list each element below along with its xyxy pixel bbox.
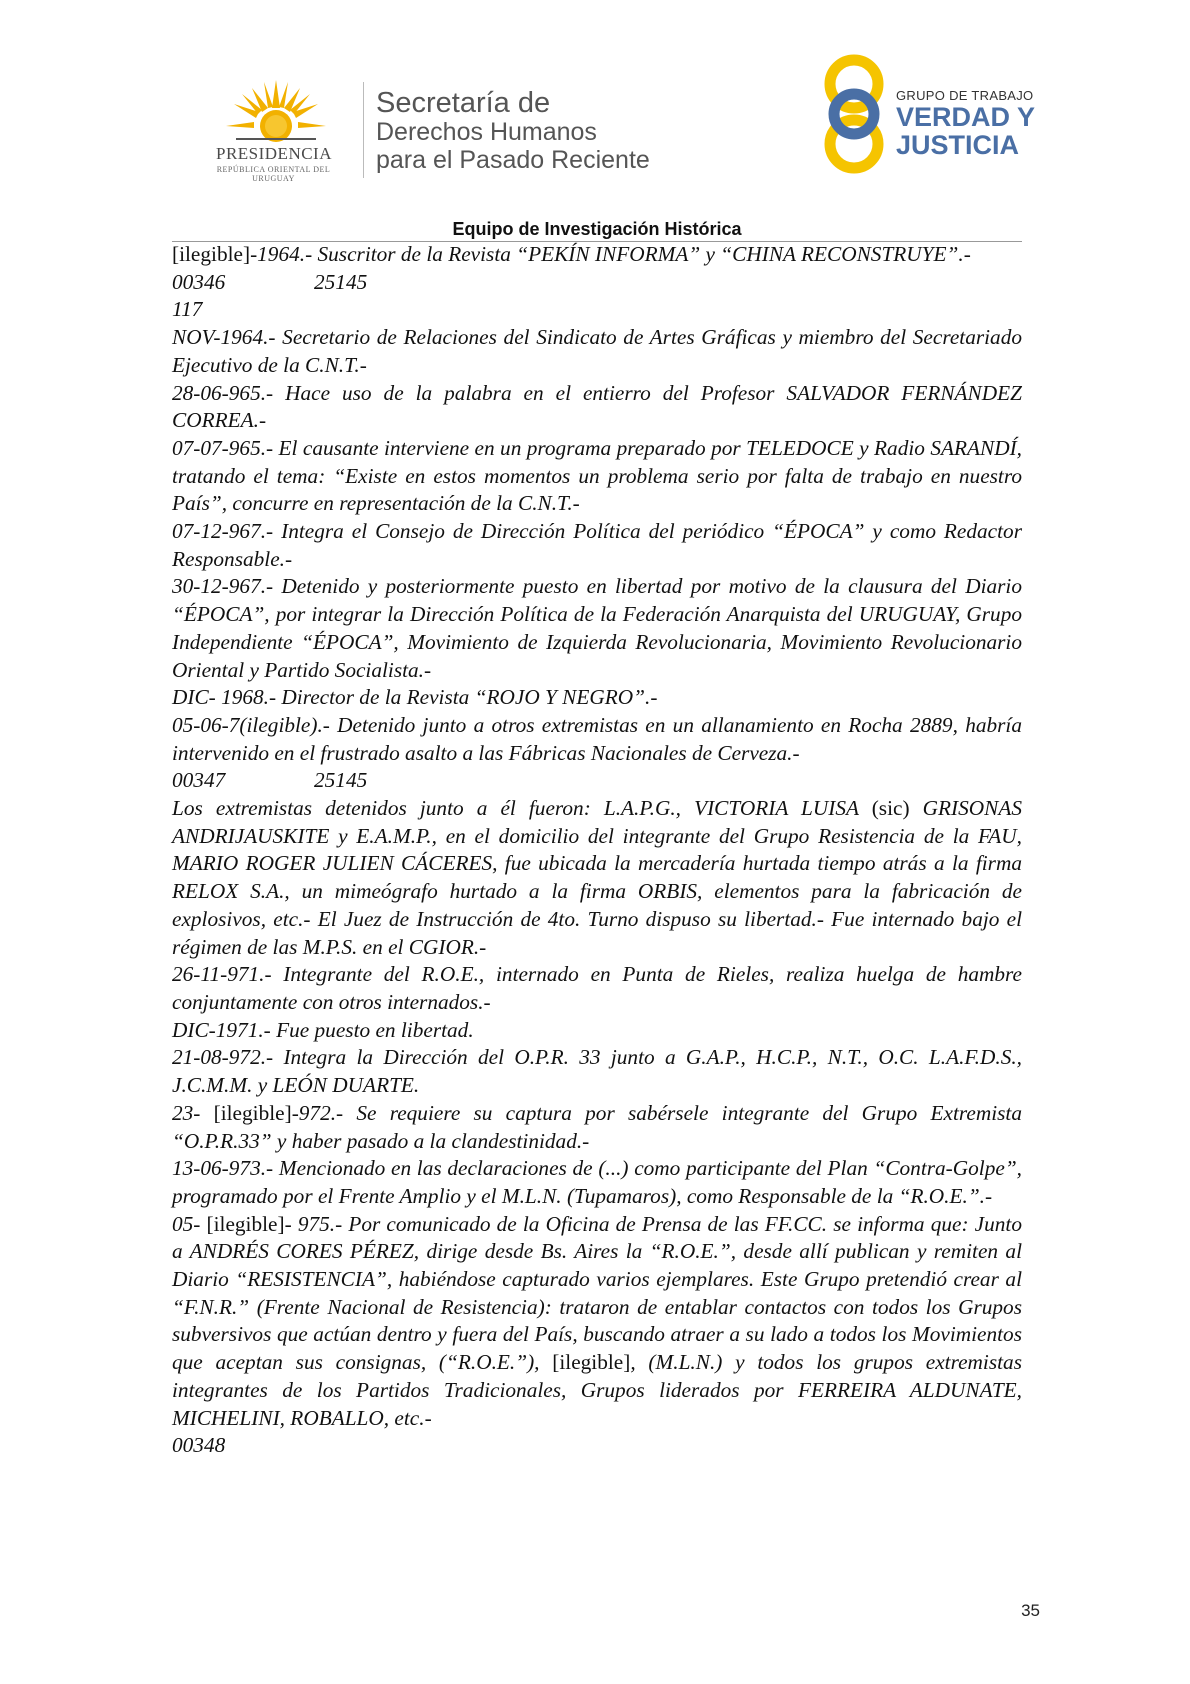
entry-text: - 975.- Por comunicado de la Oficina de Prensa de las FF.CC. se informa que: Junto a ANDRÉS CORES PÉREZ, dirige desde Bs. Aires la “R.O.E.”, desde allí publican y remiten al Diario “RESISTENCIA”, habiéndose capturado varios ejemplares. Este Grupo pretendió crear al “F.N.R.” (Frente Nacional de Resistencia): trataron de entablar contactos con todos los Grupos subversivos que actúan dentro y fuera del País, buscando atraer a su lado a todos los Movimientos que aceptan sus consignas, (“R.O.E.”), xyxy=(172,1211,1022,1375)
entry-text: , (M.L.N.) y todos los grupos extremistas integrantes de los Partidos Tradicionales, Grupos liderados por FERREIRA ALDUNATE, MICHELINI, ROBALLO, etc.- xyxy=(172,1350,1022,1430)
folio-code-row xyxy=(172,767,1022,795)
entry-13-06-973: 13-06-973.- Mencionado en las declaraciones de (...) como participante del Plan “Contra-Golpe”, programado por el Frente Amplio y el M.L.N. (Tupamaros), como Responsable de la “R.O.E.”.- xyxy=(172,1156,1022,1208)
illegible-mark: [ilegible] xyxy=(213,1100,292,1125)
entry-dic-1968: DIC- 1968.- Director de la Revista “ROJO Y NEGRO”.- xyxy=(172,685,658,710)
illegible-mark: [ilegible] xyxy=(552,1350,631,1375)
entry-23-972 xyxy=(172,1100,1022,1155)
entry-text: Los extremistas detenidos junto a él fueron: L.A.P.G., VICTORIA LUISA xyxy=(172,796,872,821)
entry-05-06-7: 05-06-7(ilegible).- Detenido junto a otros extremistas en un allanamiento en Rocha 2889, habría intervenido en el frustrado asalto a las Fábricas Nacionales de Cerveza.- xyxy=(172,712,1022,765)
secretaria-line2: Derechos Humanos xyxy=(376,118,597,146)
entry-text: 05- xyxy=(172,1211,207,1236)
entry-07-07-965: 07-07-965.- El causante interviene en un programa preparado por TELEDOCE y Radio SARANDÍ, tratando el tema: “Existe en estos momentos un problema serio por falta de trabajo en nuestro País”, concurre en representación de la C.N.T.- xyxy=(172,435,1022,516)
entry-30-12-967: 30-12-967.- Detenido y posteriormente puesto en libertad por motivo de la clausura del Diario “ÉPOCA”, por integrar la Dirección Política de la Federación Anarquista del URUGUAY, Grupo Independiente “ÉPOCA”, Movimiento de Izquierda Revolucionaria, Movimiento Revolucionario Oriental y Partido Socialista.- xyxy=(172,574,1022,682)
entry-text: 23- xyxy=(172,1100,214,1125)
entry-text: -972.- Se requiere su captura por sabérsele integrante del Grupo Extremista “O.P.R.33” y haber pasado a la clandestinidad.- xyxy=(172,1100,1022,1153)
folio-code-row xyxy=(172,1432,1022,1460)
gtvj-line2: VERDAD Y xyxy=(896,102,1036,132)
entry-detenidos xyxy=(172,795,1022,961)
logo-divider xyxy=(363,82,364,178)
folio-code-row xyxy=(172,269,1022,297)
verdad-justicia-logo-icon xyxy=(818,52,890,178)
secretaria-line3: para el Pasado Reciente xyxy=(376,146,650,174)
illegible-mark: [ilegible] xyxy=(172,242,251,266)
gtvj-line1: GRUPO DE TRABAJO xyxy=(896,88,1034,103)
entry-nov-1964: NOV-1964.- Secretario de Relaciones del Sindicato de Artes Gráficas y miembro del Secretariado Ejecutivo de la C.N.T.- xyxy=(172,325,1022,377)
entry-05-975 xyxy=(172,1211,1022,1433)
entry-text: GRISONAS ANDRIJAUSKITE y E.A.M.P., en el domicilio del integrante del Grupo Resistencia de la FAU, MARIO ROGER JULIEN CÁCERES, fue ubicada la mercadería hurtada tiempo atrás a la firma RELOX S.A., un mimeógrafo hurtado a la firma ORBIS, elementos para la fabricación de explosivos, etc.- El Juez de Instrucción de 4to. Turno dispuso su libertad.- Fue internado bajo el régimen de las M.P.S. en el CGIOR.- xyxy=(172,796,1022,959)
entry-text: -1964.- Suscritor de la Revista “PEKÍN INFORMA” y “CHINA RECONSTRUYE”.- xyxy=(250,242,971,266)
sun-emblem-icon xyxy=(226,78,326,144)
sic-mark: (sic) xyxy=(871,796,910,821)
presidencia-logo xyxy=(196,78,356,183)
folio-code-row xyxy=(172,296,1022,324)
secretaria-title xyxy=(376,88,650,174)
page-header xyxy=(0,0,1190,215)
entry-1964 xyxy=(172,241,1022,269)
presidencia-subtitle: REPÚBLICA ORIENTAL DEL URUGUAY xyxy=(216,165,331,183)
folio-code: 25145 xyxy=(314,269,368,294)
entry-07-12-967: 07-12-967.- Integra el Consejo de Dirección Política del periódico “ÉPOCA” y como Redactor Responsable.- xyxy=(172,519,1022,571)
folio-code: 00347 xyxy=(172,768,226,793)
document-body xyxy=(172,241,1022,1460)
entry-21-08-972: 21-08-972.- Integra la Dirección del O.P.R. 33 junto a G.A.P., H.C.P., N.T., O.C. L.A.F.D.S., J.C.M.M. y LEÓN DUARTE. xyxy=(172,1045,1022,1098)
folio-code: 00346 xyxy=(172,269,226,294)
page-number: 35 xyxy=(1021,1601,1040,1620)
secretaria-line1: Secretaría de xyxy=(376,87,551,119)
entry-dic-1971: DIC-1971.- Fue puesto en libertad. xyxy=(172,1017,474,1042)
folio-code: 25145 xyxy=(314,768,368,793)
entry-26-11-971: 26-11-971.- Integrante del R.O.E., internado en Punta de Rieles, realiza huelga de hambre conjuntamente con otros internados.- xyxy=(172,962,1022,1014)
folio-code: 117 xyxy=(172,297,203,322)
presidencia-wordmark: PRESIDENCIA xyxy=(215,144,332,163)
folio-code: 00348 xyxy=(172,1433,226,1458)
gtvj-line3: JUSTICIA xyxy=(896,130,1020,160)
verdad-justicia-wordmark xyxy=(896,88,1035,159)
entry-28-06-965: 28-06-965.- Hace uso de la palabra en el entierro del Profesor SALVADOR FERNÁNDEZ CORREA.- xyxy=(172,380,1022,433)
illegible-mark: [ilegible] xyxy=(206,1211,285,1236)
team-heading: Equipo de Investigación Histórica xyxy=(452,219,742,239)
